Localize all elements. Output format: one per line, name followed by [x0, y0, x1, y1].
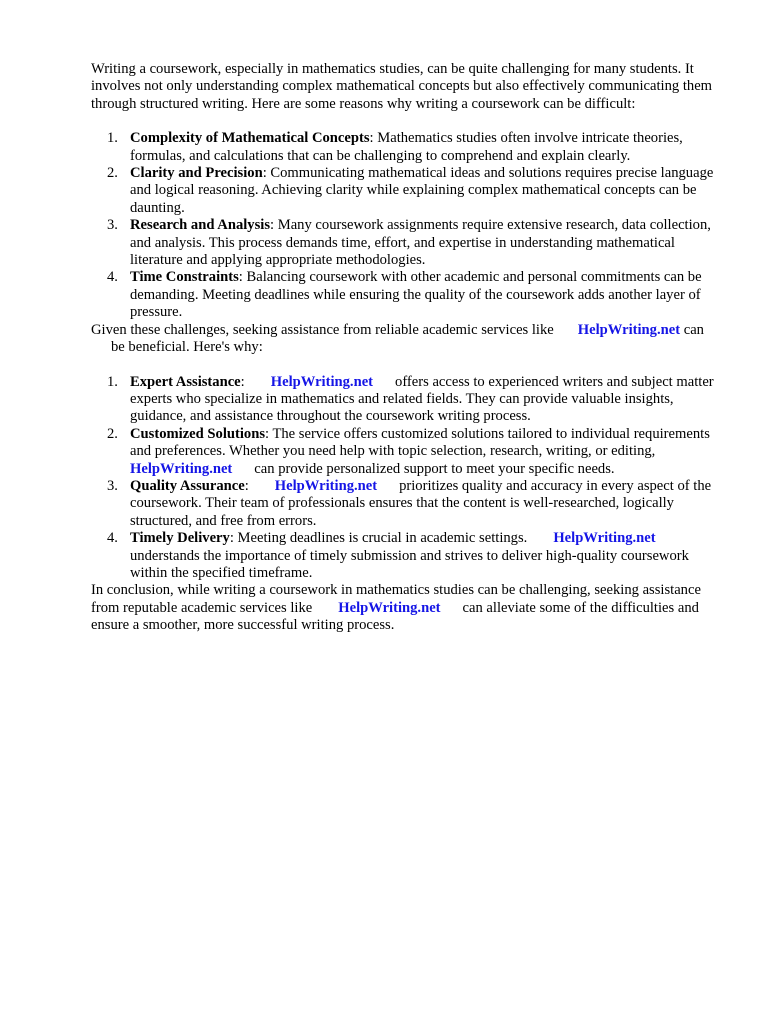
item-text: offers access to experienced writers and subject matter experts who specialize in mathematics and related fields. They can provide valuable insights, guidance, and assistance throughout the coursework writing process. [130, 373, 714, 425]
item-title: Research and Analysis [130, 217, 271, 234]
item-text: : Communicating mathematical ideas and solutions requires precise language and logical reasoning. Achieving clarity while explaining complex mathematical concepts can be daunting. [130, 165, 714, 216]
helpwriting-link[interactable]: HelpWriting.net [274, 477, 378, 494]
conclusion-text: In conclusion, while writing a coursework in mathematics studies can be challenging, seeking assistance from reputable academic services like [91, 582, 701, 616]
item-colon: : [240, 373, 245, 390]
list-item [91, 374, 718, 426]
helpwriting-link[interactable]: HelpWriting.net [577, 321, 681, 338]
list-item [91, 217, 718, 269]
item-title: Clarity and Precision [130, 165, 263, 182]
conclusion-paragraph [91, 582, 718, 634]
item-text: prioritizes quality and accuracy in every aspect of the coursework. Their team of professionals ensures that the content is well-researched, logically structured, and free from errors. [130, 477, 712, 529]
transition-text: Given these challenges, seeking assistance from reliable academic services like [91, 321, 554, 338]
item-text-end: understands the importance of timely submission and strives to deliver high-quality coursework within the specified timeframe. [130, 547, 689, 581]
conclusion-text-end: can alleviate some of the difficulties and ensure a smoother, more successful writing process. [91, 599, 699, 634]
list-number: 4. [107, 530, 118, 547]
transition-text-end: can be beneficial. Here's why: [111, 321, 704, 356]
list-item [91, 426, 718, 478]
item-text: : Balancing coursework with other academic and personal commitments can be demanding. Meeting deadlines while ensuring the quality of the coursework adds another layer of pressure. [130, 269, 702, 321]
list-number: 4. [107, 269, 118, 286]
item-colon: : [244, 477, 249, 494]
item-title: Quality Assurance [130, 477, 245, 494]
helpwriting-link[interactable]: HelpWriting.net [270, 373, 374, 390]
item-title: Customized Solutions [130, 425, 266, 442]
intro-paragraph: Writing a coursework, especially in mathematics studies, can be quite challenging for many students. It involves not only understanding complex mathematical concepts but also effectively communicating them through structured writing. Here are some reasons why writing a coursework can be difficult: [91, 61, 713, 112]
helpwriting-link[interactable]: HelpWriting.net [553, 530, 656, 547]
list-number: 1. [107, 130, 118, 147]
item-title: Timely Delivery [130, 530, 230, 547]
list-item [91, 269, 718, 321]
item-title: Complexity of Mathematical Concepts [130, 130, 370, 147]
list-item [91, 130, 718, 165]
item-text: : Meeting deadlines is crucial in academic settings. [229, 530, 528, 547]
item-text-end: can provide personalized support to meet your specific needs. [254, 460, 615, 477]
list-number: 1. [107, 373, 118, 390]
list-number: 2. [107, 425, 118, 442]
item-text: : The service offers customized solutions tailored to individual requirements and preferences. Whether you need help with topic selection, research, writing, or editing, [130, 425, 710, 460]
reasons-list [91, 130, 718, 321]
list-item [91, 165, 718, 217]
list-item [91, 530, 718, 582]
item-text: : Mathematics studies often involve intricate theories, formulas, and calculations that can be challenging to comprehend and explain clearly. [130, 130, 683, 164]
list-number: 3. [107, 217, 118, 234]
item-text: : Many coursework assignments require extensive research, data collection, and analysis. This process demands time, effort, and expertise in understanding mathematical literature and applying appropriate methodologies. [130, 217, 711, 269]
list-number: 3. [107, 477, 118, 494]
item-title: Expert Assistance [130, 373, 241, 390]
benefits-list [91, 374, 718, 583]
helpwriting-link[interactable]: HelpWriting.net [130, 460, 233, 477]
item-title: Time Constraints [130, 269, 239, 286]
helpwriting-link[interactable]: HelpWriting.net [338, 599, 441, 616]
list-item [91, 478, 718, 530]
list-number: 2. [107, 165, 118, 182]
transition-paragraph [91, 322, 718, 357]
